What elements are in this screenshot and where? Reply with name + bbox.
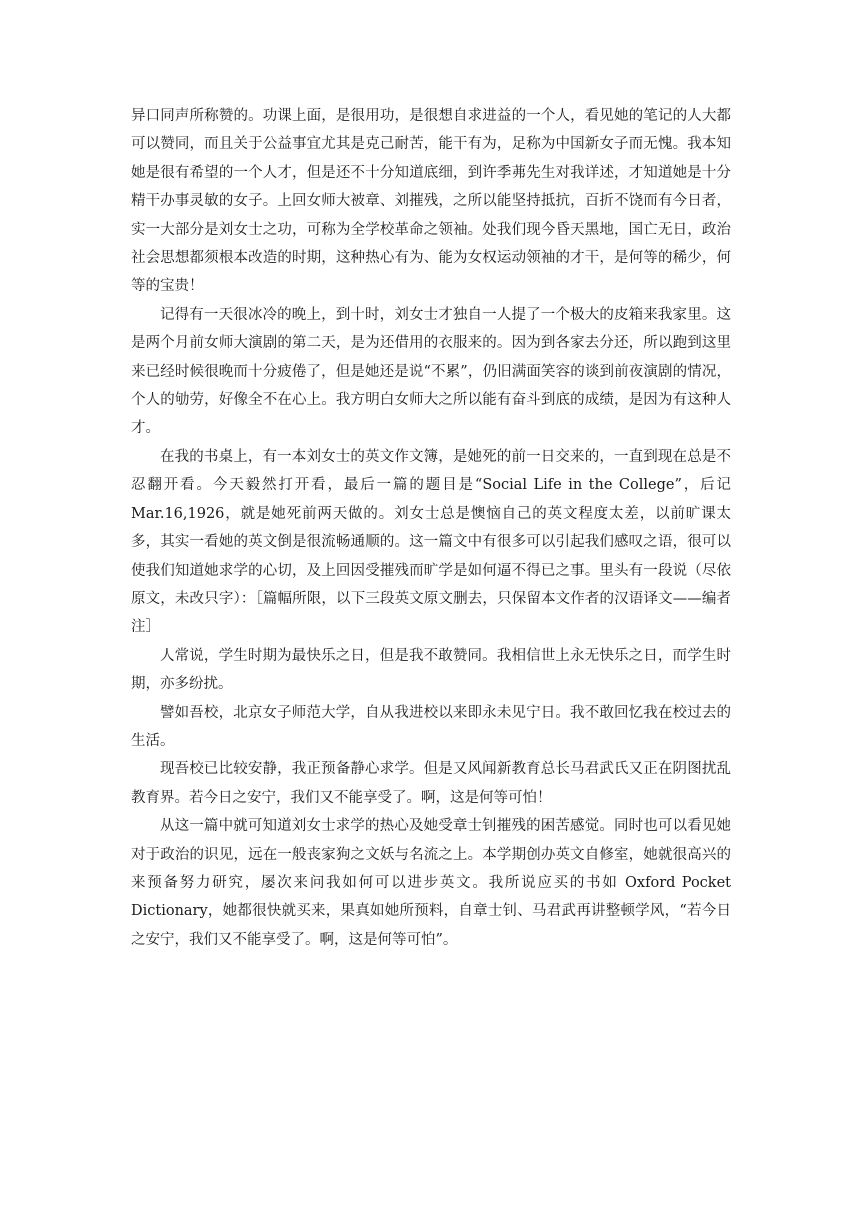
- paragraph: 人常说，学生时期为最快乐之日，但是我不敢赞同。我相信世上永无快乐之日，而学生时期，亦多纷扰。: [131, 647, 731, 693]
- paragraph: 譬如吾校，北京女子师范大学，自从我进校以来即永未见宁日。我不敢回忆我在校过去的生活。: [131, 704, 731, 749]
- document-body: [131, 102, 731, 954]
- paragraph: 记得有一天很冰冷的晚上，到十时，刘女士才独自一人提了一个极大的皮箱来我家里。这是两个月前女师大演剧的第二天，是为还借用的衣服来的。因为到各家去分还，所以跑到这里来已经时候很晚而十分疲倦了，但是她还是说“不累”，仍旧满面笑容的谈到前夜演剧的情况，个人的劬劳，好像全不在心上。我方明白女师大之所以能有奋斗到底的成绩，是因为有这种人才。: [131, 306, 731, 437]
- paragraph: 在我的书桌上，有一本刘女士的英文作文簿，是她死的前一日交来的，一直到现在总是不忍翻开看。今天毅然打开看，最后一篇的题目是“Social Life in the College”，后记Mar.16,1926，就是她死前两天做的。刘女士总是懊恼自己的英文程度太差，以前旷课太多，其实一看她的英文倒是很流畅通顺的。这一篇文中有很多可以引起我们感叹之语，很可以使我们知道她求学的心切，及上回因受摧残而旷学是如何逼不得已之事。里头有一段说（尽依原文，未改只字）：［篇幅所限，以下三段英文原文删去，只保留本文作者的汉语译文——编者注］: [131, 448, 731, 636]
- paragraph-continuation: 异口同声所称赞的。功课上面，是很用功，是很想自求进益的一个人，看见她的笔记的人大都可以赞同，而且关于公益事宜尤其是克己耐苦，能干有为，足称为中国新女子而无愧。我本知她是很有希望的一个人才，但是还不十分知道底细，到许季茀先生对我详述，才知道她是十分精干办事灵敏的女子。上回女师大被章、刘摧残，之所以能坚持抵抗，百折不饶而有今日者，实一大部分是刘女士之功，可称为全学校革命之领袖。处我们现今昏天黑地，国亡无日，政治社会思想都须根本改造的时期，这种热心有为、能为女权运动领袖的才干，是何等的稀少，何等的宝贵！: [131, 108, 731, 295]
- paragraph: 从这一篇中就可知道刘女士求学的热心及她受章士钊摧残的困苦感觉。同时也可以看见她对于政治的识见，远在一般丧家狗之文妖与名流之上。本学期创办英文自修室，她就很高兴的来预备努力研究，屡次来问我如何可以进步英文。我所说应买的书如 Oxford Pocket Dictionary，她都很快就买来，果真如她所预料，自章士钊、马君武再讲整顿学风，“若今日之安宁，我们又不能享受了。啊，这是何等可怕”。: [131, 818, 731, 948]
- paragraph: 现吾校已比较安静，我正预备静心求学。但是又风闻新教育总长马君武氏又正在阴图扰乱教育界。若今日之安宁，我们又不能享受了。啊，这是何等可怕！: [131, 761, 731, 806]
